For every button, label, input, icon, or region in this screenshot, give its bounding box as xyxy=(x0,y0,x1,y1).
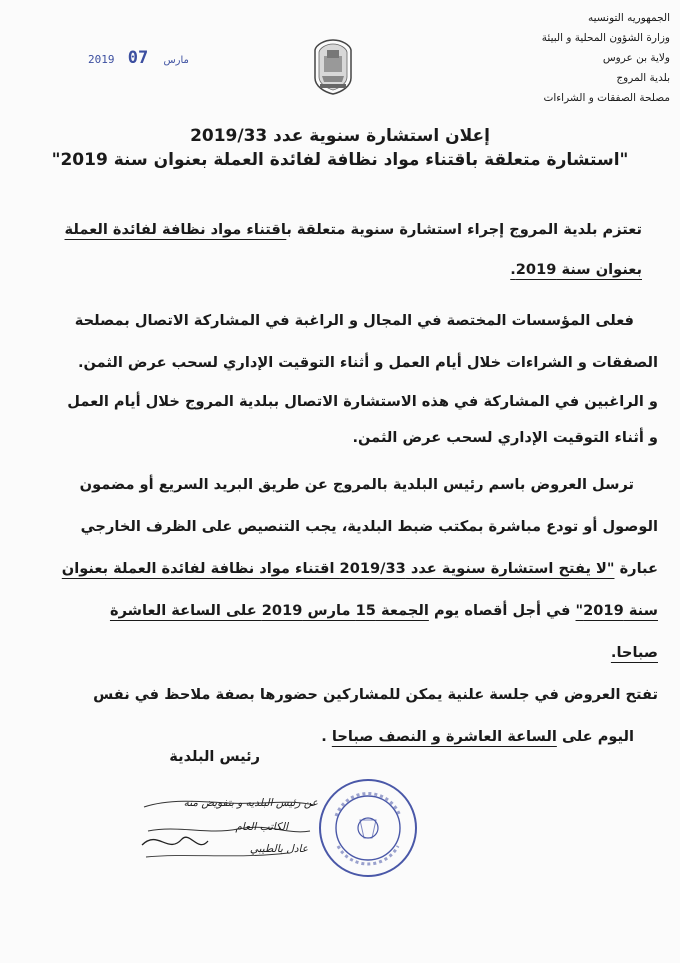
municipality-emblem-icon xyxy=(312,38,354,96)
paragraph-intro xyxy=(28,210,658,290)
letterhead xyxy=(450,8,670,108)
date-stamp-day: 07 xyxy=(127,48,149,68)
paragraph-institutions xyxy=(28,300,658,384)
institutions-line-1: فعلى المؤسسات المختصة في المجال و الراغبة في المشاركة الاتصال بمصلحة xyxy=(74,312,634,329)
signature-title: رئيس البلدية xyxy=(169,748,260,765)
announcement-body xyxy=(28,210,658,758)
date-stamp-month: مارس xyxy=(163,55,189,66)
paragraph-participants xyxy=(28,384,658,456)
paragraph-opening xyxy=(28,674,658,758)
letterhead-line-ministry: وزارة الشؤون المحلية و البيئة xyxy=(541,32,670,44)
date-stamp xyxy=(88,48,197,68)
paragraph-submission xyxy=(28,464,658,674)
submission-line-1: ترسل العروض باسم رئيس البلدية بالمروج عن طريق البريد السريع أو مضمون xyxy=(79,476,634,493)
stamp-line-secretary-general: الكاتب العام xyxy=(235,821,288,833)
opening-end-punct: . xyxy=(321,728,332,745)
letterhead-line-republic: الجمهوريه التونسيه xyxy=(588,12,670,24)
deadline-morning-underlined: صباحا. xyxy=(610,644,658,661)
title-line-1: إعلان استشارة سنوية عدد 2019/33 xyxy=(190,126,490,146)
signature-stamp xyxy=(138,795,318,865)
intro-year-underlined: بعنوان سنة 2019. xyxy=(510,261,642,278)
submission-line-2: الوصول أو تودع مباشرة بمكتب ضبط البلدية، يجب التنصيص على الظرف الخارجي xyxy=(80,518,658,535)
deadline-date-underlined: الجمعة 15 مارس 2019 على الساعة العاشرة xyxy=(109,602,429,619)
stamp-line-name: عادل بالطيبي xyxy=(249,843,308,855)
stamp-line-delegation: عن رئيس البلديه و بتفويض منه xyxy=(183,797,318,809)
opening-time-underlined: الساعة العاشرة و النصف صباحا xyxy=(331,728,557,745)
envelope-phrase-end-underlined: سنة 2019" xyxy=(575,602,658,619)
institutions-line-2: الصفقات و الشراءات خلال أيام العمل و أثناء التوقيت الإداري لسحب عرض الثمن. xyxy=(77,354,658,371)
opening-day-text: اليوم على xyxy=(556,728,634,745)
letterhead-line-municipality: بلدية المروج xyxy=(616,72,670,84)
deadline-text: في أجل أقصاه يوم xyxy=(428,602,576,619)
intro-text: تعتزم بلدية المروج إجراء استشارة سنوية متعلقة ب xyxy=(286,221,642,238)
date-stamp-year: 2019 xyxy=(88,53,115,66)
intro-subject-underlined: اقتناء مواد نظافة لفائدة العملة xyxy=(64,221,287,238)
submission-phrase-label: عبارة xyxy=(614,560,658,577)
letterhead-line-governorate: ولاية بن عروس xyxy=(602,52,670,64)
opening-line-1: تفتح العروض في جلسة علنية يمكن للمشاركين حضورها بصفة ملاحظ في نفس xyxy=(93,686,658,703)
participants-line-1: و الراغبين في المشاركة في هذه الاستشارة الاتصال ببلدية المروج خلال أيام العمل xyxy=(67,393,658,410)
title-line-2: "استشارة متعلقة باقتناء مواد نظافة لفائدة العملة بعنوان سنة 2019" xyxy=(51,150,629,170)
participants-line-2: و أثناء التوقيت الإداري لسحب عرض الثمن. xyxy=(352,429,658,446)
letterhead-line-department: مصلحة الصفقات و الشراءات xyxy=(543,92,670,104)
official-seal-icon xyxy=(316,776,420,880)
announcement-title xyxy=(30,124,650,172)
envelope-phrase-underlined: "لا يفتح استشارة سنوية عدد 2019/33 اقتناء مواد نظافة لفائدة العملة بعنوان xyxy=(61,560,615,577)
